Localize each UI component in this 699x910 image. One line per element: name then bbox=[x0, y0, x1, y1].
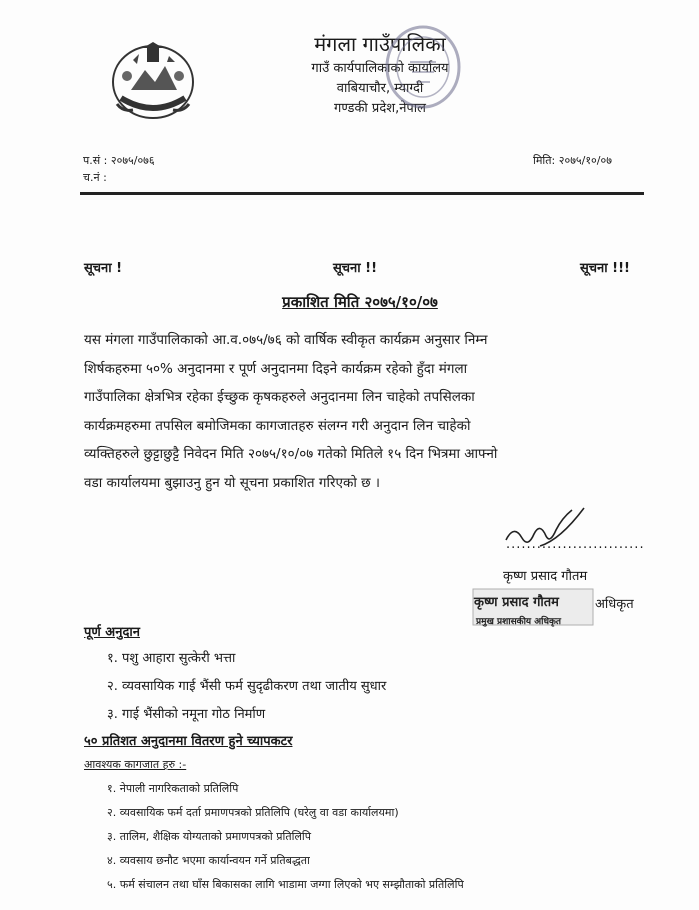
list-item: २. व्यवसायिक फर्म दर्ता प्रमाणपत्रको प्रतिलिपि (घरेलु वा वडा कार्यालयमा) bbox=[107, 806, 399, 819]
municipality-title: मंगला गाउँपालिका bbox=[314, 32, 446, 56]
seal-name: कृष्ण प्रसाद गौतम bbox=[474, 595, 559, 610]
list-item: ३. तालिम, शैक्षिक योग्यताको प्रमाणपत्रको प्रतिलिपि bbox=[107, 830, 312, 843]
documents-heading: आवश्यक कागजात हरु :- bbox=[84, 758, 187, 771]
header-divider bbox=[80, 192, 644, 195]
office-location: वाबियाचौर, म्याग्दी bbox=[336, 81, 424, 96]
office-province: गण्डकी प्रदेश,नेपाल bbox=[334, 101, 426, 116]
notice-label-right: सूचना !!! bbox=[580, 261, 630, 276]
full-subsidy-heading: पूर्ण अनुदान bbox=[84, 625, 140, 640]
body-line: व्यक्तिहरुले छुट्टाछुट्टै निवेदन मिति २०७५/१०/०७ गतेको मितिले १५ दिन भित्रमा आफ्नो bbox=[84, 446, 498, 462]
notice-label-left: सूचना ! bbox=[84, 261, 123, 276]
body-line: वडा कार्यालयमा बुझाउनु हुन यो सूचना प्रकाशित गरिएको छ । bbox=[84, 474, 381, 491]
seal-role: प्रमुख प्रशासकीय अधिकृत bbox=[476, 617, 562, 627]
notice-body bbox=[84, 326, 641, 497]
signer-role-suffix: अधिकृत bbox=[595, 597, 634, 612]
list-item: ४. व्यवसाय छनौट भएमा कार्यान्वयन गर्ने प्रतिबद्धता bbox=[107, 854, 310, 867]
body-line: कार्यक्रमहरुमा तपसिल बमोजिमका कागजातहरु संलग्न गरी अनुदान लिन चाहेको bbox=[84, 417, 471, 434]
fifty-percent-heading: ५० प्रतिशत अनुदानमा वितरण हुने च्यापकटर bbox=[84, 734, 293, 749]
list-item: १. पशु आहारा सुत्केरी भत्ता bbox=[107, 651, 236, 666]
signature-dotted-line: ........................... bbox=[506, 537, 645, 552]
body-line: गाउँपालिका क्षेत्रभित्र रहेका ईच्छुक कृषकहरुले अनुदानमा लिन चाहेको तपसिलका bbox=[84, 389, 475, 405]
letter-date: मिति: २०७५/१०/०७ bbox=[533, 154, 612, 167]
list-item: १. नेपाली नागरिकताको प्रतिलिपि bbox=[107, 782, 239, 795]
body-line: यस मंगला गाउँपालिकाको आ.व.०७५/७६ को वार्षिक स्वीकृत कार्यक्रम अनुसार निम्न bbox=[84, 332, 488, 348]
office-name: गाउँ कार्यपालिकाको कार्यालय bbox=[311, 61, 449, 76]
list-item: ३. गाई भैंसीको नमूना गोठ निर्माण bbox=[107, 707, 266, 722]
reference-number: प.सं : २०७५/०७६ bbox=[83, 154, 155, 167]
list-item: ५. फर्म संचालन तथा घाँस बिकासका लागि भाडामा जग्गा लिएको भए सम्झौताको प्रतिलिपि bbox=[107, 878, 464, 891]
body-line: शिर्षकहरुमा ५०% अनुदानमा र पूर्ण अनुदानमा दिइने कार्यक्रम रहेको हुँदा मंगला bbox=[84, 360, 468, 377]
notice-label-center: सूचना !! bbox=[333, 261, 378, 276]
list-item: २. व्यवसायिक गाई भैंसी फर्म सुदृढीकरण तथा जातीय सुधार bbox=[107, 679, 387, 694]
signer-name: कृष्ण प्रसाद गौतम bbox=[503, 569, 588, 584]
office-stamp-icon bbox=[382, 22, 464, 112]
published-date: प्रकाशित मिति २०७५/१०/०७ bbox=[282, 293, 438, 311]
nepal-emblem-icon bbox=[103, 40, 203, 122]
dispatch-number: च.नं : bbox=[83, 171, 107, 184]
